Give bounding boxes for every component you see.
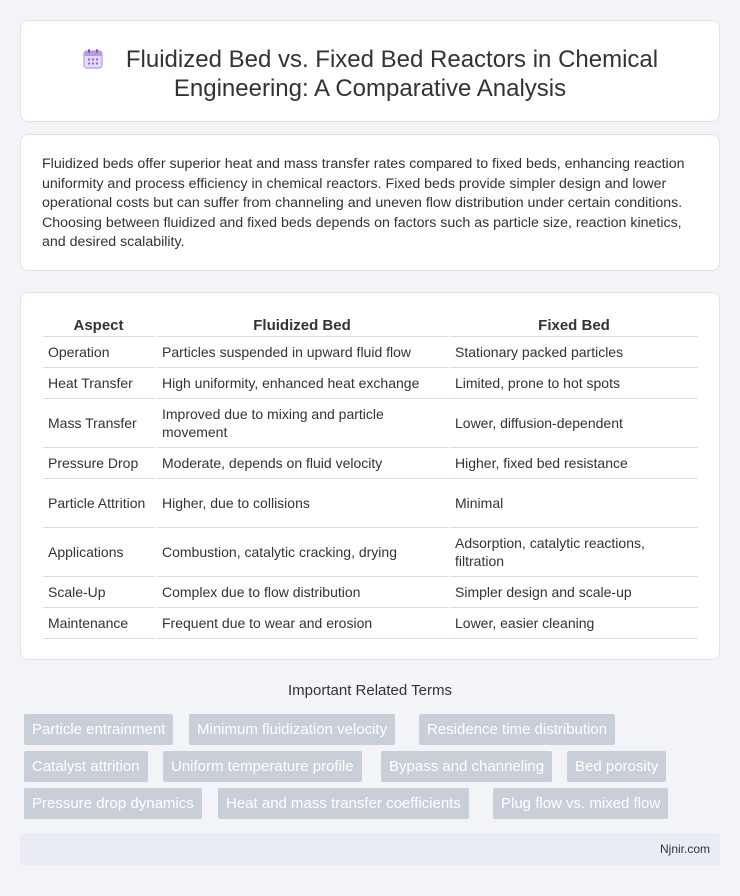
page-title — [21, 45, 719, 103]
term-chip[interactable]: Heat and mass transfer coefficients — [218, 788, 469, 819]
table-row — [43, 479, 698, 528]
table-row — [43, 448, 698, 479]
table-row — [43, 368, 698, 399]
fluidized-cell: Combustion, catalytic cracking, drying — [157, 528, 450, 577]
fluidized-cell: Complex due to flow distribution — [157, 577, 450, 608]
fixed-cell: Lower, diffusion-dependent — [450, 399, 698, 448]
term-chip[interactable]: Plug flow vs. mixed flow — [493, 788, 668, 819]
term-chip[interactable]: Residence time distribution — [419, 714, 615, 745]
aspect-cell: Applications — [43, 528, 157, 577]
aspect-cell: Operation — [43, 337, 157, 368]
term-chip[interactable]: Minimum fluidization velocity — [189, 714, 395, 745]
calendar-icon — [82, 48, 104, 70]
term-chip[interactable]: Bed porosity — [567, 751, 666, 782]
term-chip[interactable]: Particle entrainment — [24, 714, 173, 745]
table-row — [43, 608, 698, 639]
fluidized-cell: High uniformity, enhanced heat exchange — [157, 368, 450, 399]
aspect-cell: Particle Attrition — [43, 479, 157, 528]
fixed-cell: Adsorption, catalytic reactions, filtration — [450, 528, 698, 577]
comparison-card — [20, 292, 720, 660]
table-row — [43, 399, 698, 448]
footer-site-name: Njnir.com — [659, 842, 710, 856]
fixed-cell: Stationary packed particles — [450, 337, 698, 368]
title-card — [20, 20, 720, 122]
related-terms-title: Important Related Terms — [288, 682, 452, 699]
intro-paragraph: Fluidized beds offer superior heat and mass transfer rates compared to fixed beds, enhancing reaction uniformity and process efficiency in chemical reactors. Fixed beds provide simpler design and lower operational costs but can suffer from channeling and uneven flow distribution under certain conditions. Choosing between fluidized and fixed beds depends on factors such as particle size, reaction kinetics, and desired scalability. — [42, 156, 685, 251]
fluidized-cell: Moderate, depends on fluid velocity — [157, 448, 450, 479]
term-chip[interactable]: Uniform temperature profile — [163, 751, 362, 782]
footer-bar — [20, 833, 720, 865]
term-chip[interactable]: Catalyst attrition — [24, 751, 148, 782]
aspect-cell: Maintenance — [43, 608, 157, 639]
comparison-table — [43, 315, 698, 639]
term-chip[interactable]: Pressure drop dynamics — [24, 788, 202, 819]
header-fluidized-bed: Fluidized Bed — [157, 315, 450, 337]
fixed-cell: Minimal — [450, 479, 698, 528]
table-header-row — [43, 315, 698, 337]
table-row — [43, 528, 698, 577]
table-row — [43, 577, 698, 608]
header-aspect: Aspect — [43, 315, 157, 337]
fluidized-cell: Frequent due to wear and erosion — [157, 608, 450, 639]
header-fixed-bed: Fixed Bed — [450, 315, 698, 337]
aspect-cell: Pressure Drop — [43, 448, 157, 479]
aspect-cell: Scale-Up — [43, 577, 157, 608]
fixed-cell: Simpler design and scale-up — [450, 577, 698, 608]
fixed-cell: Limited, prone to hot spots — [450, 368, 698, 399]
fluidized-cell: Particles suspended in upward fluid flow — [157, 337, 450, 368]
aspect-cell: Heat Transfer — [43, 368, 157, 399]
term-chip[interactable]: Bypass and channeling — [381, 751, 552, 782]
fluidized-cell: Higher, due to collisions — [157, 479, 450, 528]
page-title-text: Fluidized Bed vs. Fixed Bed Reactors in Chemical Engineering: A Comparative Analysis — [125, 46, 659, 102]
table-row — [43, 337, 698, 368]
intro-card — [20, 134, 720, 271]
fixed-cell: Higher, fixed bed resistance — [450, 448, 698, 479]
fixed-cell: Lower, easier cleaning — [450, 608, 698, 639]
fluidized-cell: Improved due to mixing and particle movement — [157, 399, 450, 448]
aspect-cell: Mass Transfer — [43, 399, 157, 448]
